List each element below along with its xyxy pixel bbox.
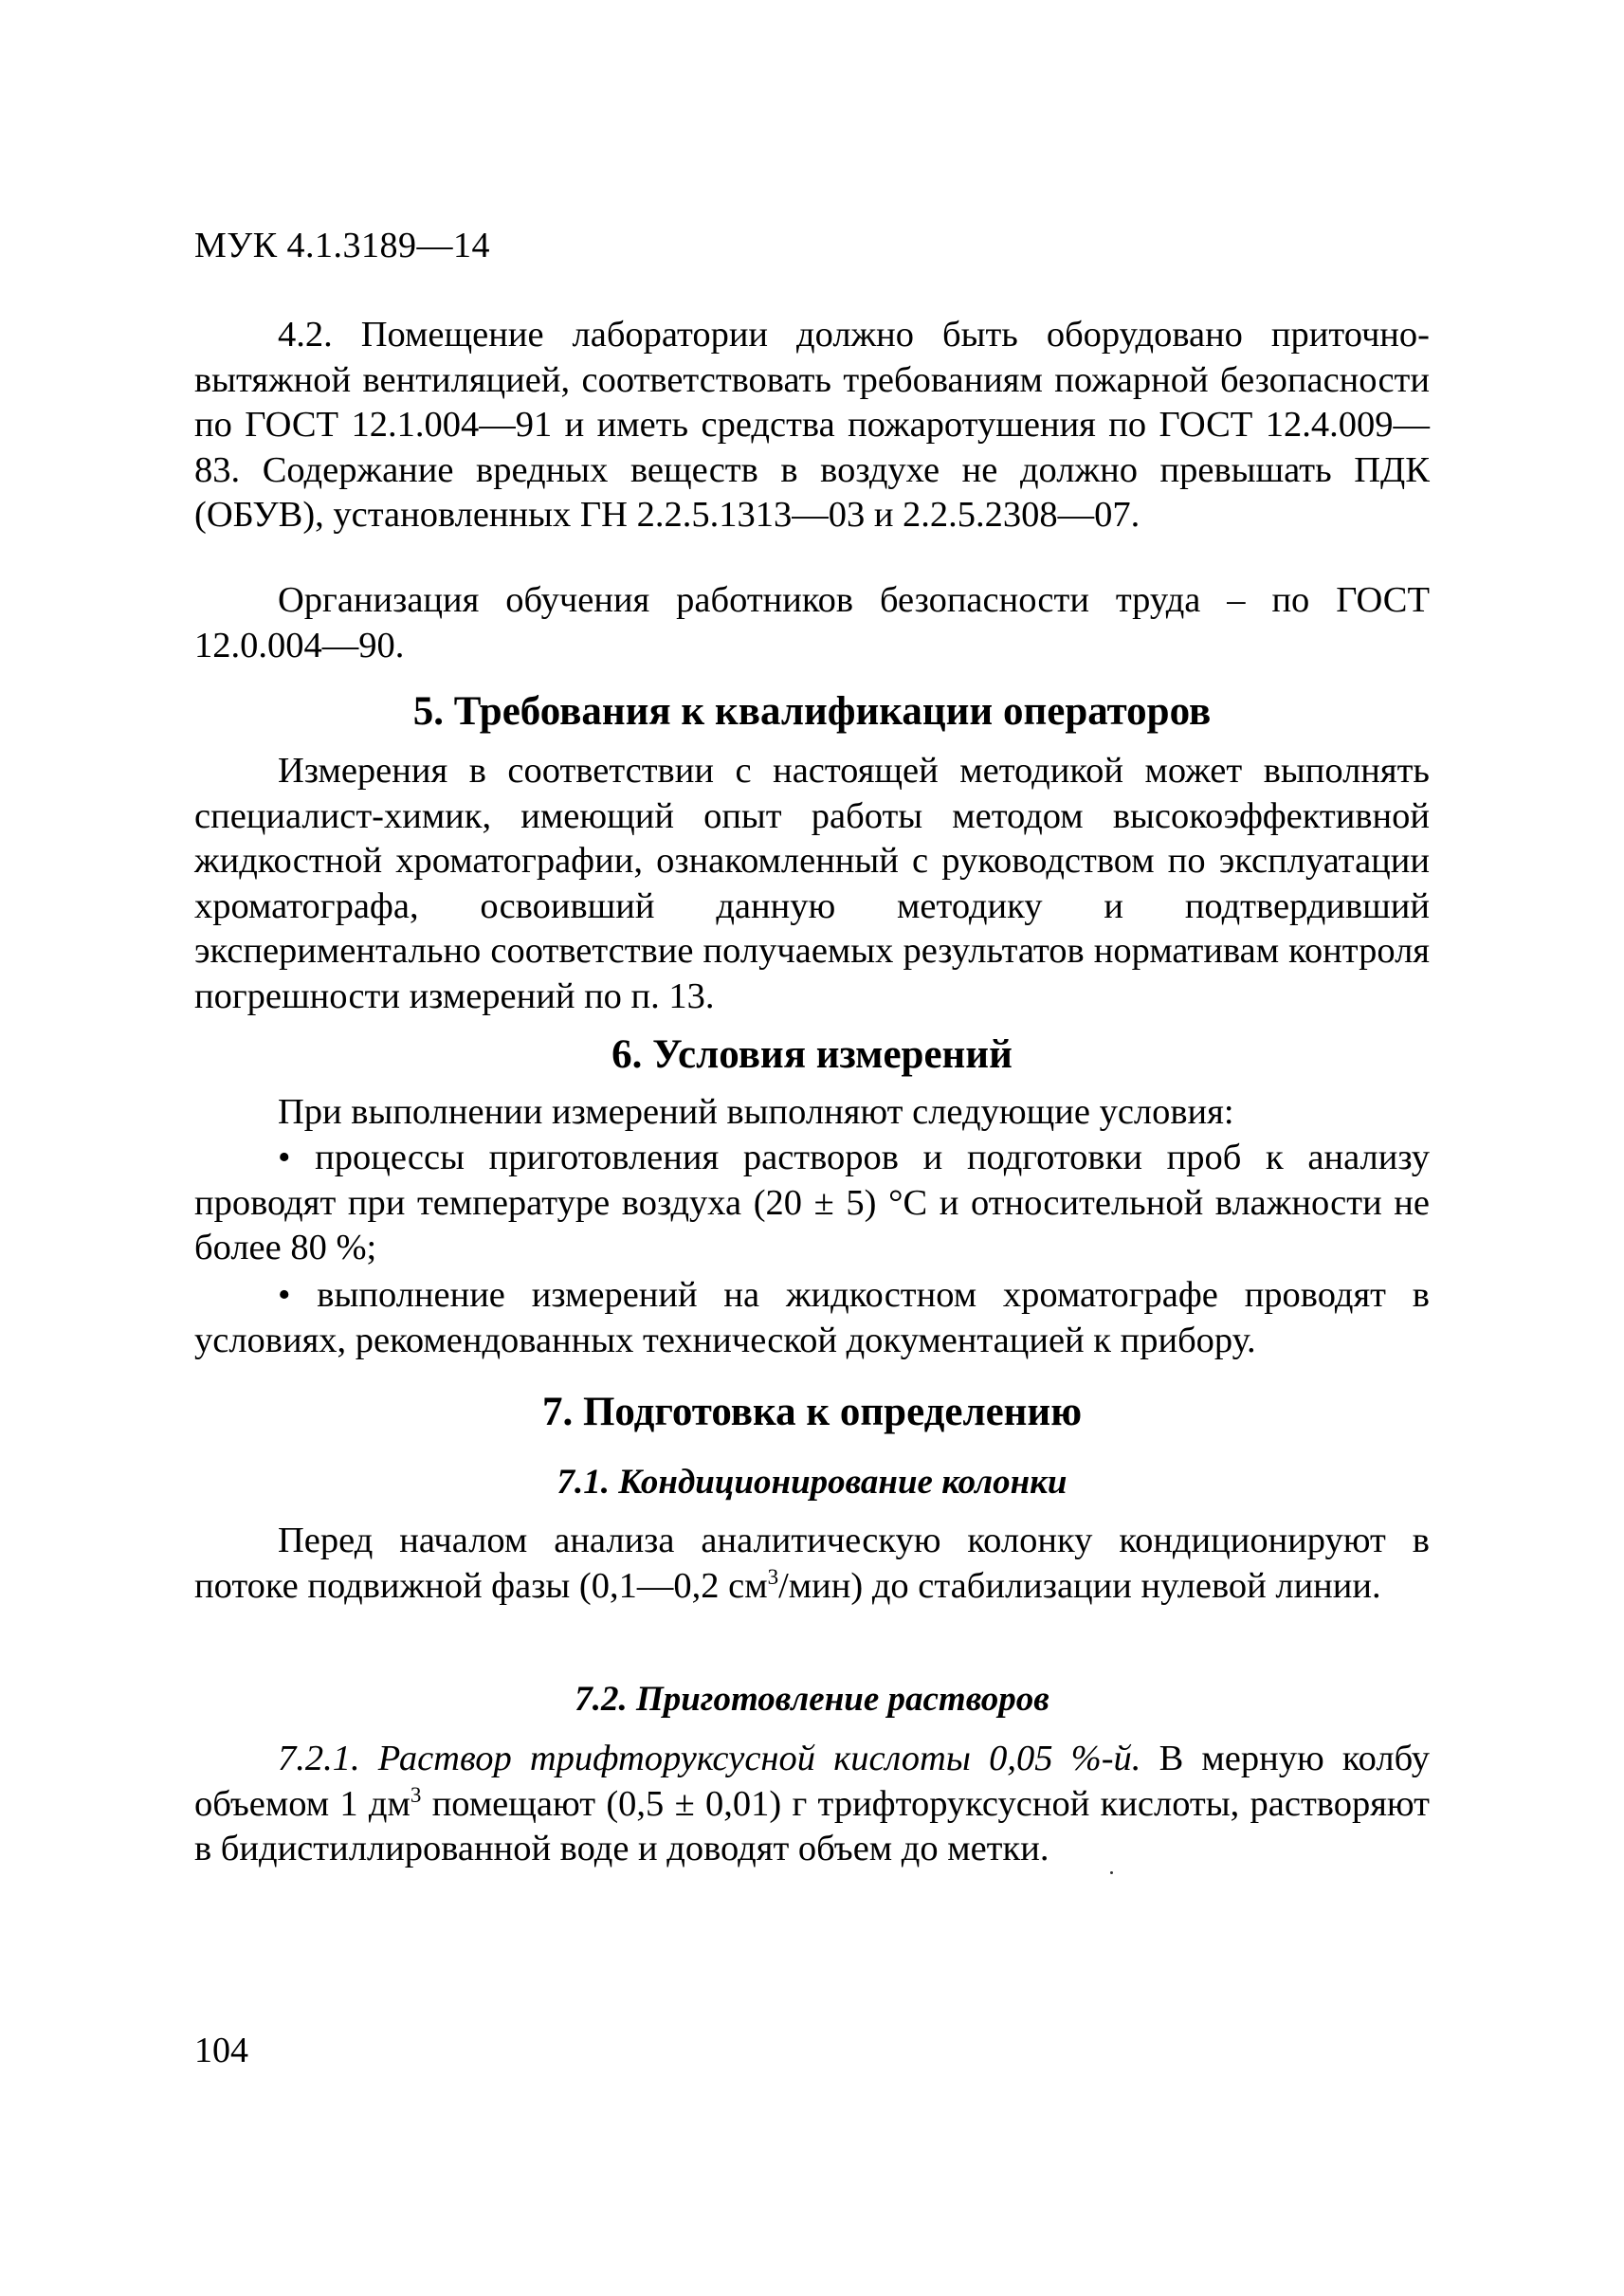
scan-speck	[1110, 1871, 1113, 1874]
paragraph-section-7-1	[194, 1519, 1430, 1609]
paragraph-section-7-1-text-b: /мин) до стабилизации нулевой линии.	[778, 1565, 1381, 1606]
paragraph-7-2-1-text-b: помещают (0,5 ± 0,01) г трифторуксусной кислоты, растворяют в бидистиллированной воде и доводят объем до метки.	[194, 1783, 1430, 1868]
paragraph-4-2-training: Организация обучения работников безопасности труда – по ГОСТ 12.0.004—90.	[194, 580, 1430, 665]
heading-section-5: 5. Требования к квалификации операторов	[412, 689, 1212, 734]
paragraph-7-2-1-text-a: В мерную колбу объемом 1 дм	[194, 1739, 1430, 1824]
document-code: МУК 4.1.3189—14	[194, 226, 491, 265]
heading-subsection-7-2: 7.2. Приготовление растворов	[575, 1680, 1049, 1719]
paragraph-4-2: 4.2. Помещение лаборатории должно быть оборудовано приточно-вытяжной вентиляцией, соответствовать требованиям пожарной безопасности по ГОСТ 12.1.004—91 и иметь средства пожаротушения по ГОСТ 12.4.009—83. Содержание вредных веществ в воздухе не должно превышать ПДК (ОБУВ), установленных ГН 2.2.5.1313—03 и 2.2.5.2308—07.	[194, 315, 1430, 535]
paragraph-section-7-1-text-a: Перед началом анализа аналитическую колонку кондиционируют в потоке подвижной фазы (0,1—0,2 см	[194, 1521, 1430, 1606]
page-number: 104	[194, 2031, 248, 2070]
list-item-conditions-1: • процессы приготовления растворов и подготовки проб к анализу проводят при температуре воздуха (20 ± 5) °С и относительной влажности не более 80 %;	[194, 1138, 1430, 1267]
heading-section-7: 7. Подготовка к определению	[541, 1390, 1083, 1434]
superscript-cubic-2: 3	[410, 1781, 422, 1807]
paragraph-7-2-1-title: 7.2.1. Раствор трифторуксусной кислоты 0,05 %-й.	[278, 1739, 1141, 1778]
paragraph-section-5: Измерения в соответствии с настоящей методикой может выполнять специалист-химик, имеющий опыт работы методом высокоэффективной жидкостной хроматографии, ознакомленный с руководством по эксплуатации хроматографа, освоивший данную методику и подтвердивший экспериментально соответствие получаемых результатов нормативам контроля погрешности измерений по п. 13.	[194, 751, 1430, 1016]
list-item-conditions-2: • выполнение измерений на жидкостном хроматографе проводят в условиях, рекомендованных технической документацией к прибору.	[194, 1275, 1430, 1360]
heading-section-6: 6. Условия измерений	[611, 1032, 1013, 1077]
heading-subsection-7-1: 7.1. Кондиционирование колонки	[557, 1463, 1067, 1502]
superscript-cubic: 3	[767, 1563, 779, 1589]
paragraph-section-7-2-1	[194, 1737, 1430, 1872]
paragraph-section-6-intro: При выполнении измерений выполняют следующие условия:	[278, 1092, 1234, 1132]
